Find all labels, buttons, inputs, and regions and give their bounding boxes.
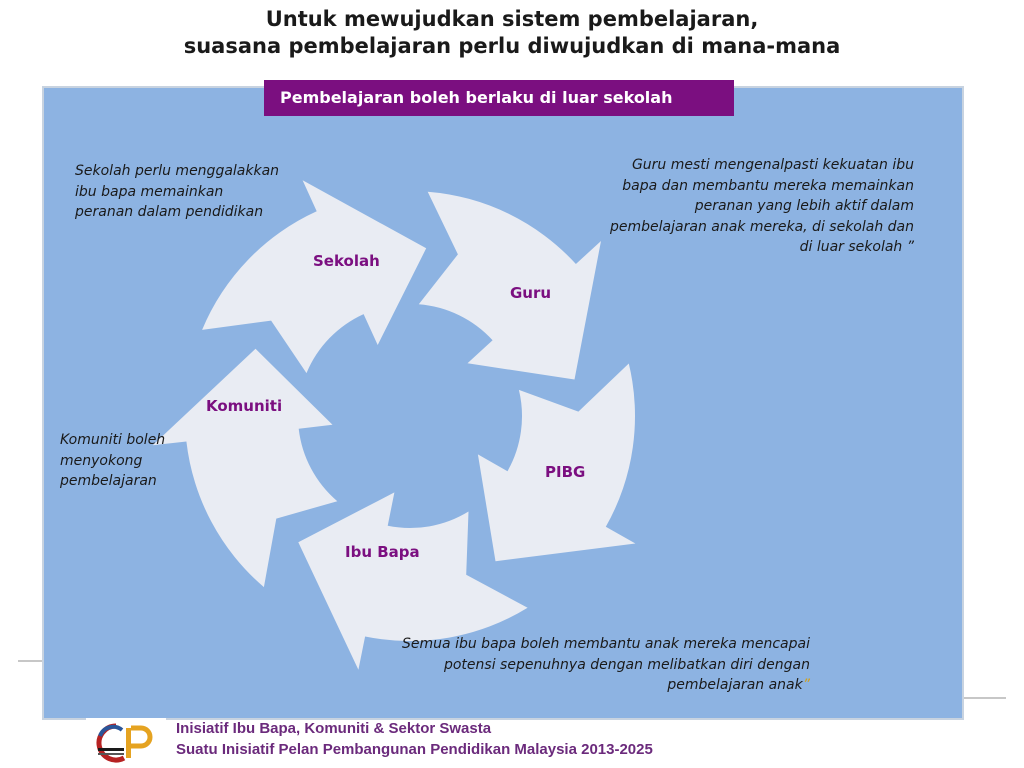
cycle-arrows <box>153 180 636 670</box>
slide-rule-left <box>18 660 42 662</box>
note-top-right: Guru mesti mengenalpasti kekuatan ibu bapa dan membantu mereka memainkan peranan yang lebih aktif dalam pembelajaran anak mereka, di sekolah dan di luar sekolah ” <box>610 157 914 255</box>
segment-label-sekolah: Sekolah <box>313 252 380 270</box>
note-top-left: Sekolah perlu menggalakkan ibu bapa memainkan peranan dalam pendidikan <box>75 163 280 220</box>
footer-line-1: Inisiatif Ibu Bapa, Komuniti & Sektor Swasta <box>176 720 492 737</box>
banner-heading: Pembelajaran boleh berlaku di luar sekolah <box>264 80 734 116</box>
note-bottom-quote: ” <box>802 677 810 693</box>
segment-label-pibg: PIBG <box>545 463 586 481</box>
slide-rule-right <box>964 697 1006 699</box>
segment-label-guru: Guru <box>510 284 552 302</box>
note-left: Komuniti boleh menyokong pembelajaran <box>60 432 166 489</box>
segment-label-ibu-bapa: Ibu Bapa <box>345 543 420 561</box>
note-bottom-text: Semua ibu bapa boleh membantu anak mereka mencapai potensi sepenuhnya dengan melibatkan diri dengan pembelajaran anak <box>402 636 810 693</box>
footer-line-2: Suatu Inisiatif Pelan Pembangunan Pendidikan Malaysia 2013-2025 <box>176 741 653 758</box>
ptp-logo <box>86 718 166 768</box>
note-bottom <box>370 634 810 696</box>
title-line-1: Untuk mewujudkan sistem pembelajaran, <box>265 7 759 31</box>
segment-label-komuniti: Komuniti <box>206 397 283 415</box>
title-line-2: suasana pembelajaran perlu diwujudkan di mana-mana <box>183 34 841 58</box>
